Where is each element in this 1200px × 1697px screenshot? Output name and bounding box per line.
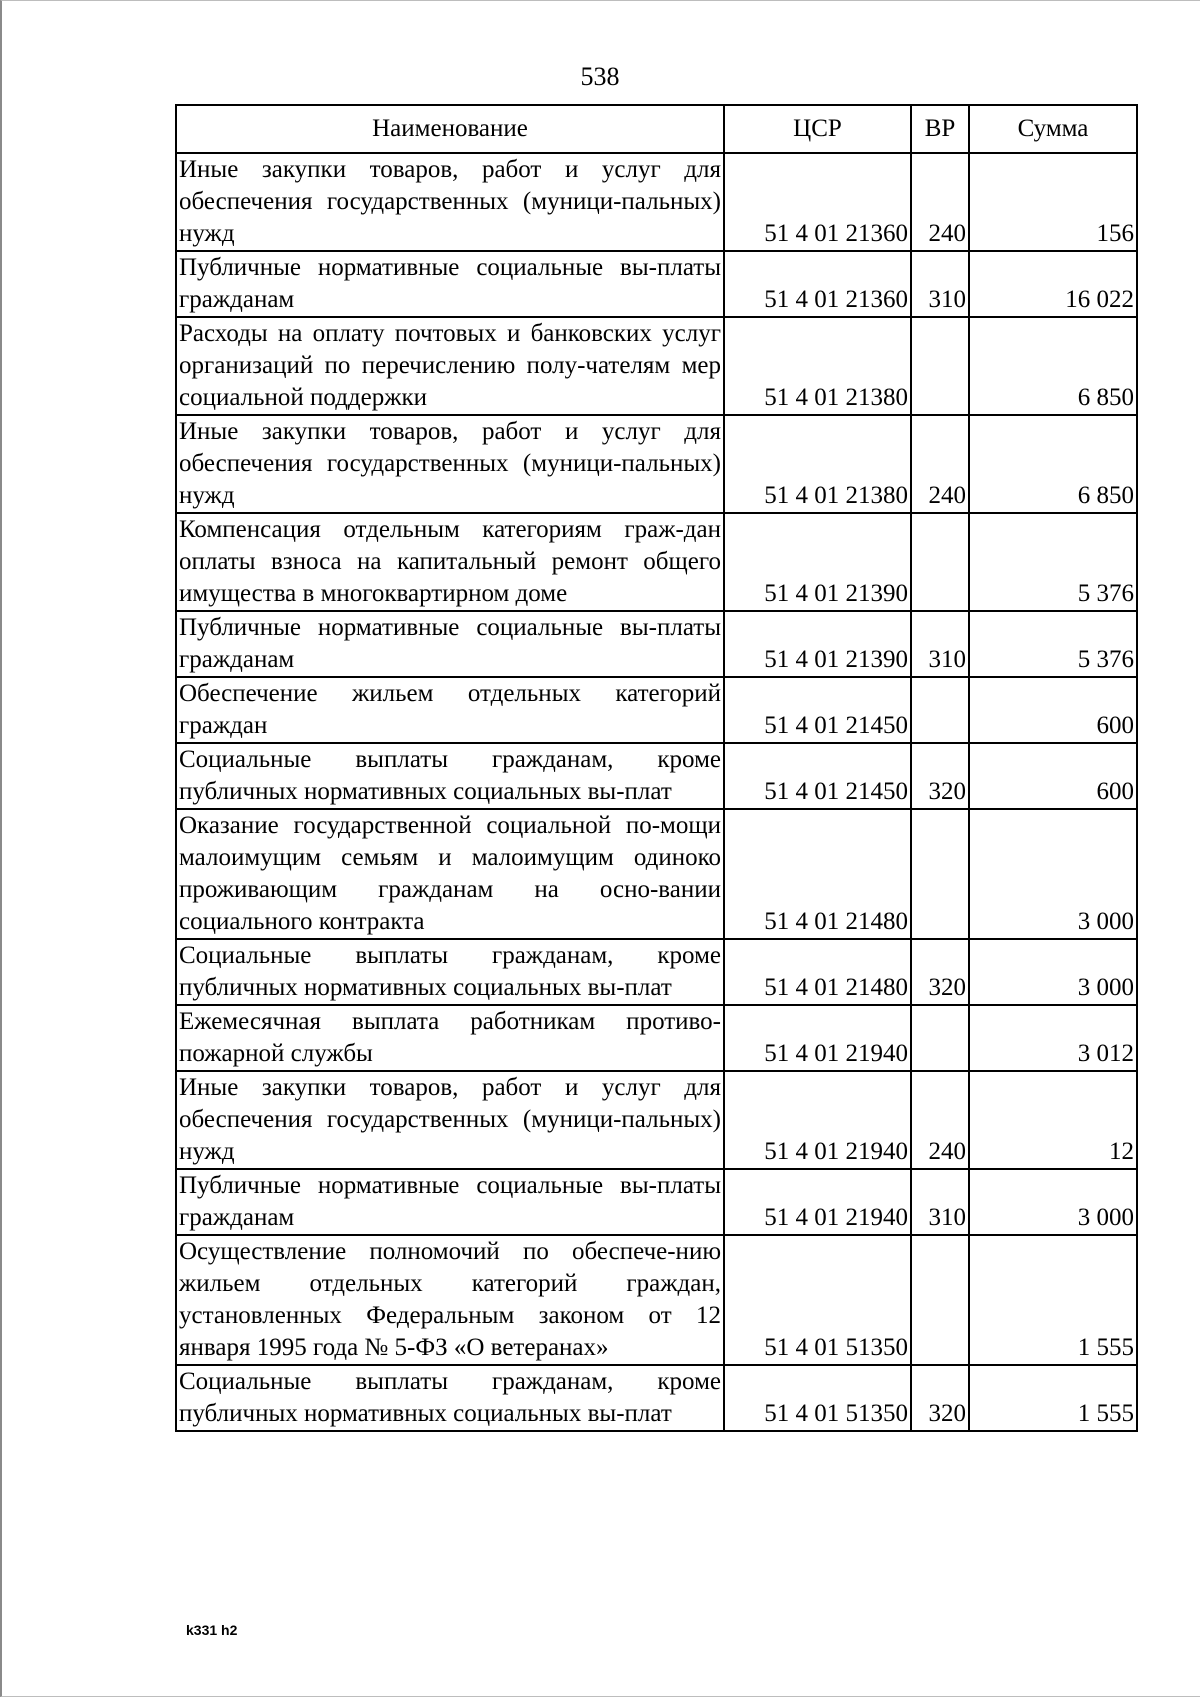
row-vr xyxy=(911,677,969,743)
row-csr: 51 4 01 21480 xyxy=(724,939,911,1005)
row-sum: 156 xyxy=(969,153,1137,251)
table-row xyxy=(176,251,1137,317)
header-vr: ВР xyxy=(911,105,969,153)
row-csr: 51 4 01 21450 xyxy=(724,743,911,809)
row-name: Социальные выплаты гражданам, кроме публичных нормативных социальных вы-плат xyxy=(176,1365,724,1431)
header-name: Наименование xyxy=(176,105,724,153)
row-sum: 1 555 xyxy=(969,1235,1137,1365)
row-name: Осуществление полномочий по обеспече-нию жильем отдельных категорий граждан, установленных Федеральным законом от 12 января 1995 года № 5-ФЗ «О ветеранах» xyxy=(176,1235,724,1365)
row-name: Ежемесячная выплата работникам противо-пожарной службы xyxy=(176,1005,724,1071)
row-sum: 3 012 xyxy=(969,1005,1137,1071)
row-sum: 16 022 xyxy=(969,251,1137,317)
row-csr: 51 4 01 21380 xyxy=(724,415,911,513)
table-row xyxy=(176,743,1137,809)
row-csr: 51 4 01 21940 xyxy=(724,1071,911,1169)
row-csr: 51 4 01 21940 xyxy=(724,1169,911,1235)
header-csr: ЦСР xyxy=(724,105,911,153)
row-csr: 51 4 01 21380 xyxy=(724,317,911,415)
header-sum: Сумма xyxy=(969,105,1137,153)
row-name: Публичные нормативные социальные вы-платы гражданам xyxy=(176,251,724,317)
row-name: Социальные выплаты гражданам, кроме публичных нормативных социальных вы-плат xyxy=(176,743,724,809)
row-csr: 51 4 01 21360 xyxy=(724,153,911,251)
table-header-row xyxy=(176,105,1137,153)
row-name: Публичные нормативные социальные вы-платы гражданам xyxy=(176,1169,724,1235)
row-sum: 5 376 xyxy=(969,611,1137,677)
row-csr: 51 4 01 51350 xyxy=(724,1365,911,1431)
row-csr: 51 4 01 21940 xyxy=(724,1005,911,1071)
row-csr: 51 4 01 21390 xyxy=(724,611,911,677)
table-row xyxy=(176,1071,1137,1169)
row-vr: 310 xyxy=(911,1169,969,1235)
row-vr: 240 xyxy=(911,415,969,513)
row-csr: 51 4 01 21480 xyxy=(724,809,911,939)
row-name: Расходы на оплату почтовых и банковских услуг организаций по перечислению полу-чателям мер социальной поддержки xyxy=(176,317,724,415)
table-row xyxy=(176,1235,1137,1365)
table-row xyxy=(176,513,1137,611)
table-row xyxy=(176,1365,1137,1431)
table-row xyxy=(176,677,1137,743)
table-row xyxy=(176,317,1137,415)
row-name: Оказание государственной социальной по-мощи малоимущим семьям и малоимущим одиноко проживающим гражданам на осно-вании социального контракта xyxy=(176,809,724,939)
row-sum: 600 xyxy=(969,743,1137,809)
row-vr xyxy=(911,809,969,939)
row-name: Компенсация отдельным категориям граж-дан оплаты взноса на капитальный ремонт общего имущества в многоквартирном доме xyxy=(176,513,724,611)
row-vr xyxy=(911,1005,969,1071)
row-vr: 320 xyxy=(911,1365,969,1431)
row-csr: 51 4 01 21390 xyxy=(724,513,911,611)
footer-code: k331 h2 xyxy=(186,1622,238,1638)
row-sum: 1 555 xyxy=(969,1365,1137,1431)
row-vr: 240 xyxy=(911,1071,969,1169)
row-sum: 600 xyxy=(969,677,1137,743)
row-name: Публичные нормативные социальные вы-платы гражданам xyxy=(176,611,724,677)
row-sum: 5 376 xyxy=(969,513,1137,611)
row-name: Иные закупки товаров, работ и услуг для обеспечения государственных (муници-пальных) нужд xyxy=(176,153,724,251)
table-row xyxy=(176,415,1137,513)
row-sum: 3 000 xyxy=(969,1169,1137,1235)
row-csr: 51 4 01 21360 xyxy=(724,251,911,317)
row-vr: 310 xyxy=(911,251,969,317)
row-name: Иные закупки товаров, работ и услуг для обеспечения государственных (муници-пальных) нужд xyxy=(176,415,724,513)
table-row xyxy=(176,939,1137,1005)
page-number: 538 xyxy=(580,62,620,91)
row-sum: 3 000 xyxy=(969,809,1137,939)
budget-table xyxy=(175,104,1138,1432)
row-vr xyxy=(911,317,969,415)
row-sum: 3 000 xyxy=(969,939,1137,1005)
row-vr: 320 xyxy=(911,939,969,1005)
table-row xyxy=(176,809,1137,939)
row-vr: 240 xyxy=(911,153,969,251)
table-row xyxy=(176,153,1137,251)
row-sum: 6 850 xyxy=(969,317,1137,415)
row-vr xyxy=(911,513,969,611)
table-row xyxy=(176,611,1137,677)
row-name: Социальные выплаты гражданам, кроме публичных нормативных социальных вы-плат xyxy=(176,939,724,1005)
table-row xyxy=(176,1005,1137,1071)
row-sum: 6 850 xyxy=(969,415,1137,513)
row-vr xyxy=(911,1235,969,1365)
row-sum: 12 xyxy=(969,1071,1137,1169)
row-vr: 320 xyxy=(911,743,969,809)
row-name: Обеспечение жильем отдельных категорий граждан xyxy=(176,677,724,743)
row-name: Иные закупки товаров, работ и услуг для обеспечения государственных (муници-пальных) нужд xyxy=(176,1071,724,1169)
table-row xyxy=(176,1169,1137,1235)
row-csr: 51 4 01 21450 xyxy=(724,677,911,743)
row-vr: 310 xyxy=(911,611,969,677)
row-csr: 51 4 01 51350 xyxy=(724,1235,911,1365)
